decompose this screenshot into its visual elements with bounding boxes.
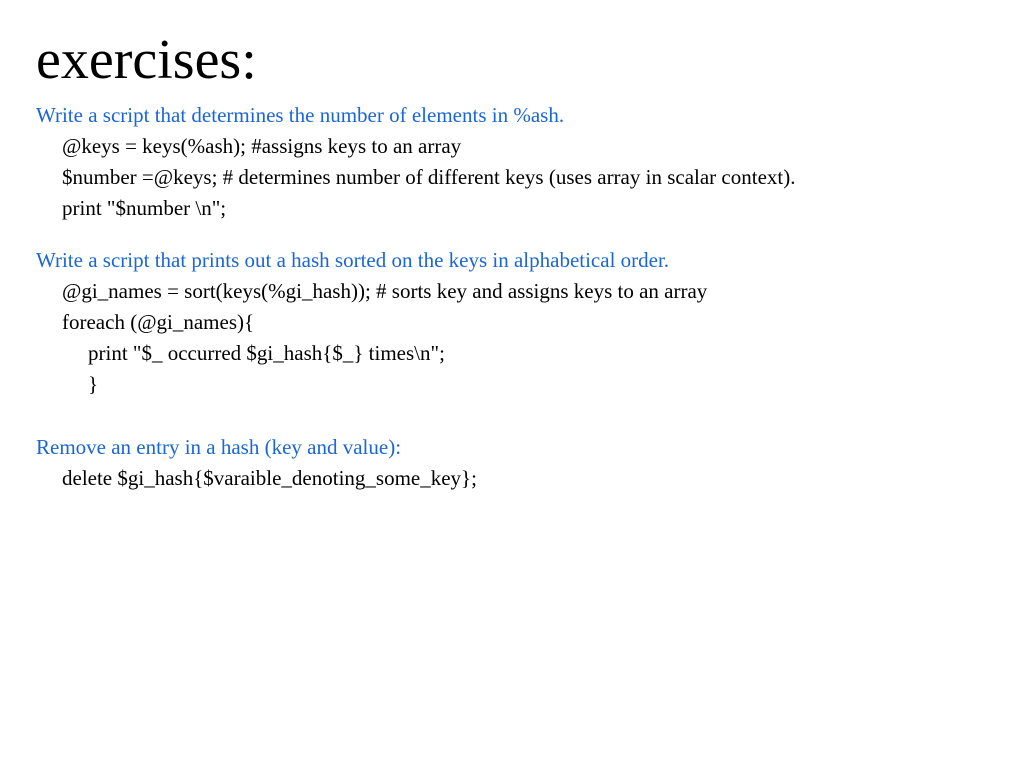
exercise-2-code-line-1: @gi_names = sort(keys(%gi_hash)); # sorts key and assigns keys to an array <box>62 279 708 303</box>
exercise-1-code-line-3: print "$number \n"; <box>62 196 227 220</box>
exercise-1-heading: Write a script that determines the number of elements in %ash. <box>36 103 565 127</box>
exercise-3-heading: Remove an entry in a hash (key and value): <box>36 435 402 459</box>
exercise-2-code-line-2: foreach (@gi_names){ <box>62 310 255 334</box>
exercise-2-code-line-3: print "$_ occurred $gi_hash{$_} times\n"; <box>88 341 445 365</box>
exercise-1-code-line-2: $number =@keys; # determines number of different keys (uses array in scalar context). <box>62 165 796 189</box>
slide-title: exercises: <box>36 29 257 91</box>
exercise-2-heading: Write a script that prints out a hash sorted on the keys in alphabetical order. <box>36 248 670 272</box>
exercise-2-code-line-4: } <box>88 372 99 396</box>
exercise-1-code-line-1: @keys = keys(%ash); #assigns keys to an array <box>62 134 462 158</box>
exercise-3-code-line-1: delete $gi_hash{$varaible_denoting_some_key}; <box>62 466 477 490</box>
